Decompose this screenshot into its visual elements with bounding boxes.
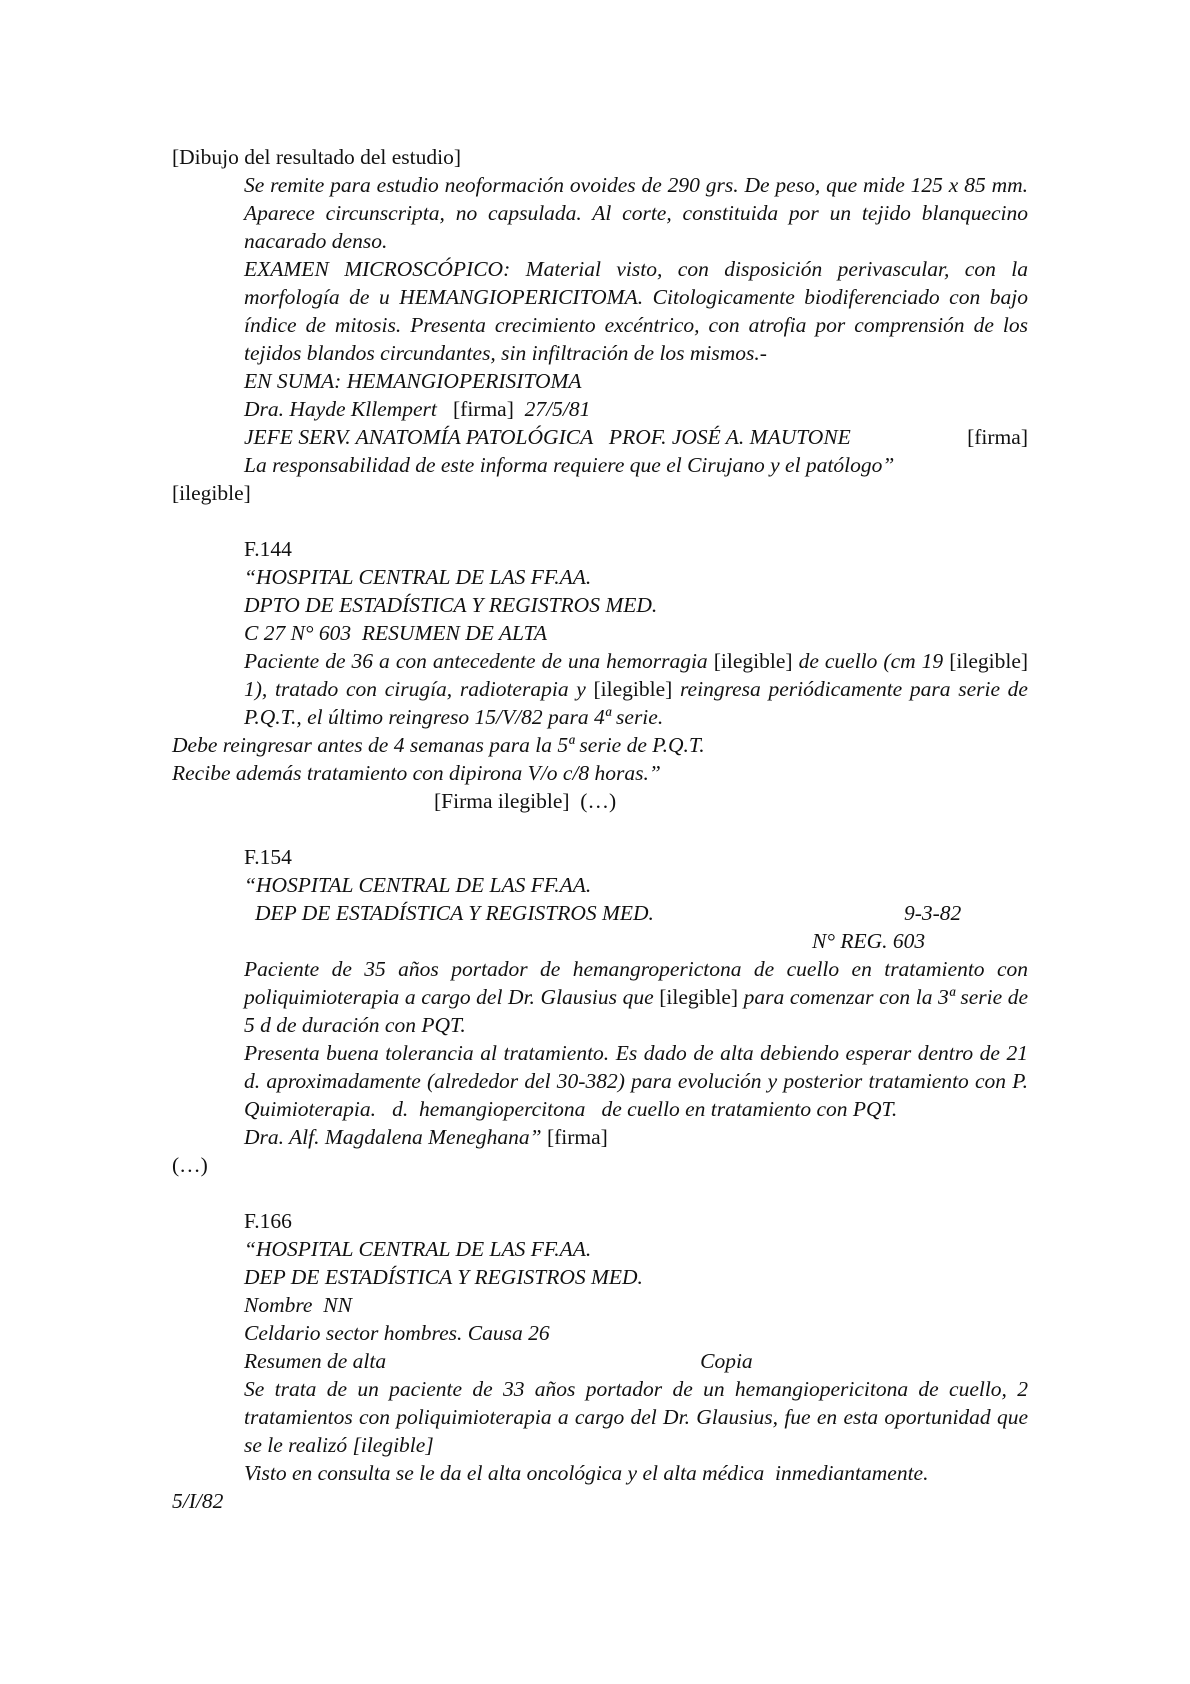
treatment-line: Recibe además tratamiento con dipirona V/o c/8 horas.” — [172, 761, 661, 785]
spacer — [172, 507, 1028, 535]
discharge-line: Visto en consulta se le da el alta oncológica y el alta médica inmediantamente. — [244, 1461, 929, 1485]
chief-title: JEFE SERV. ANATOMÍA PATOLÓGICA PROF. JOSÉ A. MAUTONE — [244, 425, 851, 449]
department-name: DEP DE ESTADÍSTICA Y REGISTROS MED. — [255, 901, 654, 925]
chief-line — [172, 423, 1028, 451]
text-fragment: de cuello (cm 19 — [798, 649, 944, 673]
folio-154: F.154 — [244, 845, 292, 869]
illegible-note: [ilegible] — [713, 649, 793, 673]
doctor-name: Dra. Hayde Kllempert — [244, 397, 437, 421]
folio-144: F.144 — [244, 537, 292, 561]
paragraph-patient-history — [172, 647, 1028, 731]
chief-firma-note: [firma] — [967, 425, 1028, 449]
illegible-note: [ilegible] — [659, 985, 739, 1009]
paragraph-microscopic-exam: EXAMEN MICROSCÓPICO: Material visto, con disposición perivascular, con la morfología de u HEMANGIOPERICITOMA. Citologicamente biodiferenciado con bajo índice de mitosis. Presenta crecimiento excéntrico, con atrofia por comprensión de los tejidos blandos circundantes, sin infiltración de los mismos.- — [244, 257, 1028, 365]
paragraph-patient-status — [172, 955, 1028, 1039]
hospital-name: “HOSPITAL CENTRAL DE LAS FF.AA. — [244, 1237, 592, 1261]
firma-note: [firma] — [453, 397, 514, 421]
spacer — [172, 815, 1028, 843]
department-name: DPTO DE ESTADÍSTICA Y REGISTROS MED. — [244, 593, 658, 617]
signature-date: 27/5/81 — [524, 397, 591, 421]
illegible-note: [ilegible] — [593, 677, 673, 701]
registry-number: N° REG. 603 — [812, 929, 926, 953]
department-name: DEP DE ESTADÍSTICA Y REGISTROS MED. — [244, 1265, 643, 1289]
doctor-signature-line — [172, 395, 1028, 423]
readmission-line: Debe reingresar antes de 4 semanas para la 5ª serie de P.Q.T. — [172, 733, 705, 757]
department-date-line — [172, 899, 1028, 927]
final-date: 5/I/82 — [172, 1489, 224, 1513]
record-date: 9-3-82 — [903, 901, 962, 925]
patient-name-line: Nombre NN — [244, 1293, 352, 1317]
paragraph-patient-treatment: Se trata de un paciente de 33 años portador de un hemangiopericitona de cuello, 2 tratamientos con poliquimioterapia a cargo del Dr. Glausius, fue en esta oportunidad que se le realizó [ilegible] — [244, 1377, 1028, 1457]
spacer — [172, 1179, 1028, 1207]
hospital-name: “HOSPITAL CENTRAL DE LAS FF.AA. — [244, 565, 592, 589]
summary-copy-line — [172, 1347, 1028, 1375]
responsibility-line: La responsabilidad de este informa requiere que el Cirujano y el patólogo” — [244, 453, 895, 477]
doctor-signature-line — [172, 1123, 1028, 1151]
folio-166: F.166 — [244, 1209, 292, 1233]
copy-label: Copia — [700, 1349, 753, 1373]
doctor-name: Dra. Alf. Magdalena Meneghana” — [244, 1125, 542, 1149]
text-fragment: para comenzar con la 3ª serie de 5 d de duración con PQT. — [244, 985, 1029, 1037]
hospital-name: “HOSPITAL CENTRAL DE LAS FF.AA. — [244, 873, 592, 897]
text-fragment: Paciente de 36 a con antecedente de una hemorragia — [244, 649, 708, 673]
paragraph-specimen: Se remite para estudio neoformación ovoides de 290 grs. De peso, que mide 125 x 85 mm. Aparece circunscripta, no capsulada. Al corte, constituida por un tejido blanquecino nacarado denso. — [244, 173, 1028, 253]
text-fragment: reingresa periódicamente para serie de P.Q.T., el último reingreso 15/V/82 para 4ª serie. — [244, 677, 1028, 729]
document-page — [172, 143, 1034, 1515]
illegible-signature: [Firma ilegible] (…) — [434, 789, 617, 813]
ellipsis-note: (…) — [172, 1153, 208, 1177]
summary-line: EN SUMA: HEMANGIOPERISITOMA — [244, 369, 582, 393]
firma-note: [firma] — [546, 1125, 608, 1149]
text-fragment: Paciente de 35 años portador de hemangropericton​a de cuello en tratamiento con poliquimioterapia a cargo del Dr. Glausius que — [244, 957, 1028, 1009]
text-fragment: 1), tratado con cirugía, radioterapia y — [244, 677, 586, 701]
discharge-summary-title: C 27 N° 603 RESUMEN DE ALTA — [244, 621, 548, 645]
drawing-note: [Dibujo del resultado del estudio] — [172, 145, 461, 169]
cell-sector-line: Celdario sector hombres. Causa 26 — [244, 1321, 550, 1345]
paragraph-tolerance: Presenta buena tolerancia al tratamiento. Es dado de alta debiendo esperar dentro de 21 d. aproximadamente (alrededor del 30-382) para evolución y posterior tratamiento con P. Quimioterapia. d. hemangiopercitona de cuello en tratamiento con PQT. — [244, 1041, 1034, 1121]
illegible-note: [ilegible] — [172, 481, 251, 505]
illegible-note: [ilegible] — [949, 649, 1029, 673]
discharge-summary-label: Resumen de alta — [244, 1349, 387, 1373]
